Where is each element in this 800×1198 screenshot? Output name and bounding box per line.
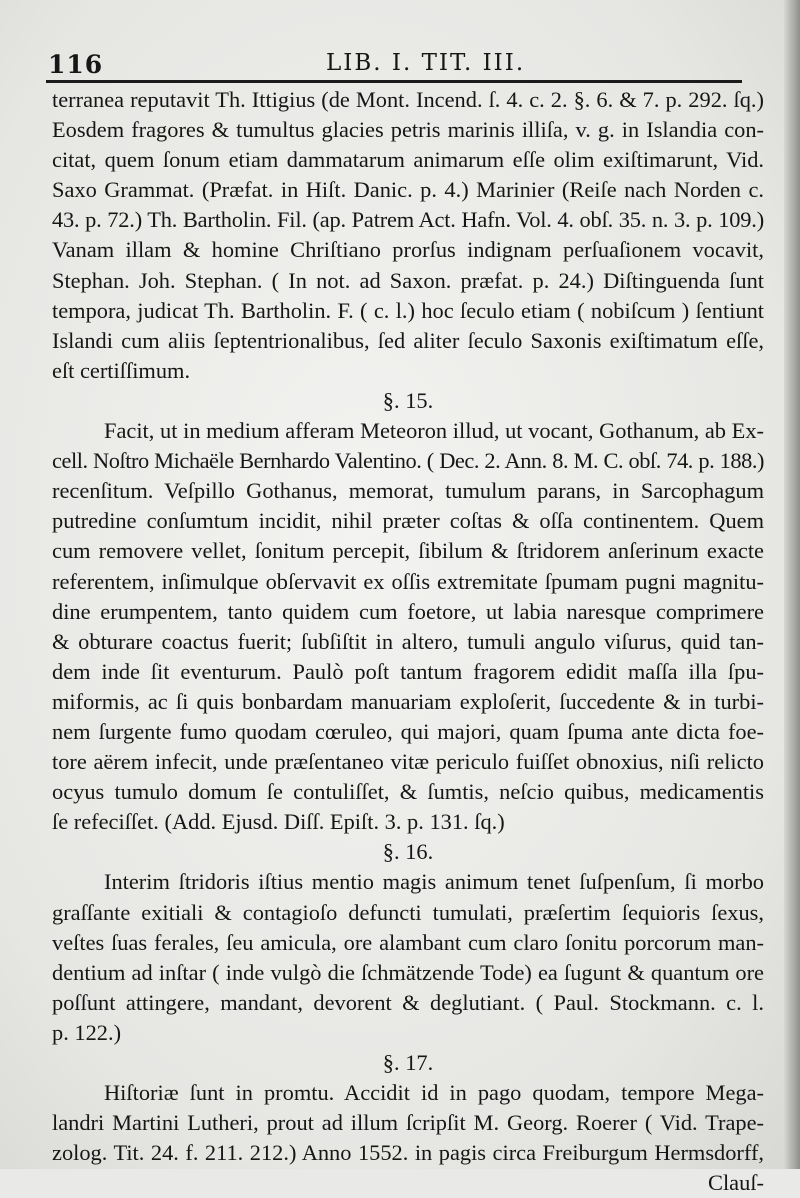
text-line: 43. p. 72.) Th. Bartholin. Fil. (ap. Patrem Act. Hafn. Vol. 4. obſ. 35. n. 3. p. 109.) xyxy=(52,207,764,233)
text-line: & obturare coactus fuerit; ſubſiſtit in altero, tumuli angulo viſurus, quid tan- xyxy=(52,628,764,654)
running-title: LIB. I. TIT. III. xyxy=(326,50,526,76)
text-line: Vanam illam & homine Chriſtiano prorſus indignam perſuaſionem vocavit, xyxy=(52,237,764,263)
text-line: Islandi cum aliis ſeptentrionalibus, ſed aliter ſeculo Saxonis exiſtimatum eſſe, xyxy=(52,327,764,353)
text-line: p. 122.) xyxy=(52,1019,122,1045)
text-line: Facit, ut in medium afferam Meteoron illud, ut vocant, Gothanum, ab Ex- xyxy=(104,418,764,444)
text-line: Hiſtoriæ ſunt in promtu. Accidit id in pago quodam, tempore Mega- xyxy=(104,1080,764,1106)
text-line: cell. Noſtro Michaële Bernhardo Valentino. ( Dec. 2. Ann. 8. M. C. obſ. 74. p. 188.) xyxy=(52,448,764,474)
page-edge-shadow xyxy=(784,0,800,1169)
text-line: Clauſ- xyxy=(708,1170,764,1196)
text-line: zolog. Tit. 24. f. 211. 212.) Anno 1552. in pagis circa Freiburgum Hermsdorff, xyxy=(52,1140,764,1166)
text-line: Stephan. Joh. Stephan. ( In not. ad Saxon. præfat. p. 24.) Diſtinguenda ſunt xyxy=(52,267,764,293)
body-text xyxy=(52,85,764,1198)
section-heading: §. 17. xyxy=(382,1050,434,1075)
text-line: putredine conſumtum incidit, nihil præter coſtas & oſſa continentem. Quem xyxy=(52,508,764,534)
text-line: Eosdem fragores & tumultus glacies petris marinis illiſa, v. g. in Islandia con- xyxy=(52,117,764,143)
text-line: terranea reputavit Th. Ittigius (de Mont. Incend. ſ. 4. c. 2. §. 6. & 7. p. 292. ſq.) xyxy=(52,87,764,112)
page-header xyxy=(48,46,740,79)
header-rule xyxy=(46,80,742,83)
text-line: cum removere vellet, ſonitum percepit, ſibilum & ſtridorem anſerinum exacte xyxy=(52,538,764,564)
text-line: veſtes ſuas ferales, ſeu amicula, ore alambant cum claro ſonitu porcorum man- xyxy=(52,929,764,955)
text-line: poſſunt attingere, mandant, devorent & deglutiant. ( Paul. Stockmann. c. l. xyxy=(52,989,764,1015)
text-line: dem inde ſit eventurum. Paulò poſt tantum fragorem edidit maſſa illa ſpu- xyxy=(52,658,764,684)
text-line: miformis, ac ſi quis bonbardam manuariam exploſerit, ſuccedente & in turbi- xyxy=(52,688,764,714)
text-line: recenſitum. Veſpillo Gothanus, memorat, tumulum parans, in Sarcophagum xyxy=(52,478,764,504)
text-line: eſt certiſſimum. xyxy=(52,357,191,383)
text-line: dine erumpentem, tanto quidem cum foetore, ut labia naresque comprimere xyxy=(52,598,764,624)
text-line: nem ſurgente fumo quodam cœruleo, qui majori, quam ſpuma ante dicta foe- xyxy=(52,718,764,744)
page-number: 116 xyxy=(48,50,104,79)
text-line: Interim ſtridoris iſtius mentio magis animum tenet ſuſpenſum, ſi morbo xyxy=(104,869,764,895)
section-heading: §. 15. xyxy=(382,387,434,413)
text-line: referentem, inſimulque obſervavit ex oſſis extremitate ſpumam pugni magnitu- xyxy=(52,568,764,594)
text-line: tempora, judicat Th. Bartholin. F. ( c. l.) hoc ſeculo etiam ( nobiſcum ) ſentiunt xyxy=(52,297,764,323)
text-line: ſe refeciſſet. (Add. Ejusd. Diſſ. Epiſt. 3. p. 131. ſq.) xyxy=(52,809,505,835)
text-line: tore aërem infecit, unde præſentaneo vitæ periculo fuiſſet obnoxius, niſi relicto xyxy=(52,749,764,775)
section-heading: §. 16. xyxy=(382,839,434,865)
text-line: dentium ad inſtar ( inde vulgò die ſchmätzende Tode) ea ſugunt & quantum ore xyxy=(52,959,764,985)
text-line: graſſante exitiali & contagioſo defuncti tumulati, præſertim ſequioris ſexus, xyxy=(52,899,764,925)
text-line: landri Martini Lutheri, prout ad illum ſcripſit M. Georg. Roerer ( Vid. Trape- xyxy=(52,1110,764,1136)
text-line: citat, quem ſonum etiam dammatarum animarum eſſe olim exiſtimarunt, Vid. xyxy=(52,147,764,173)
text-line: ocyus tumulo domum ſe contuliſſet, & ſumtis, neſcio quibus, medicamentis xyxy=(52,779,764,805)
text-line: Saxo Grammat. (Præfat. in Hiſt. Danic. p. 4.) Marinier (Reiſe nach Norden c. xyxy=(52,177,764,203)
